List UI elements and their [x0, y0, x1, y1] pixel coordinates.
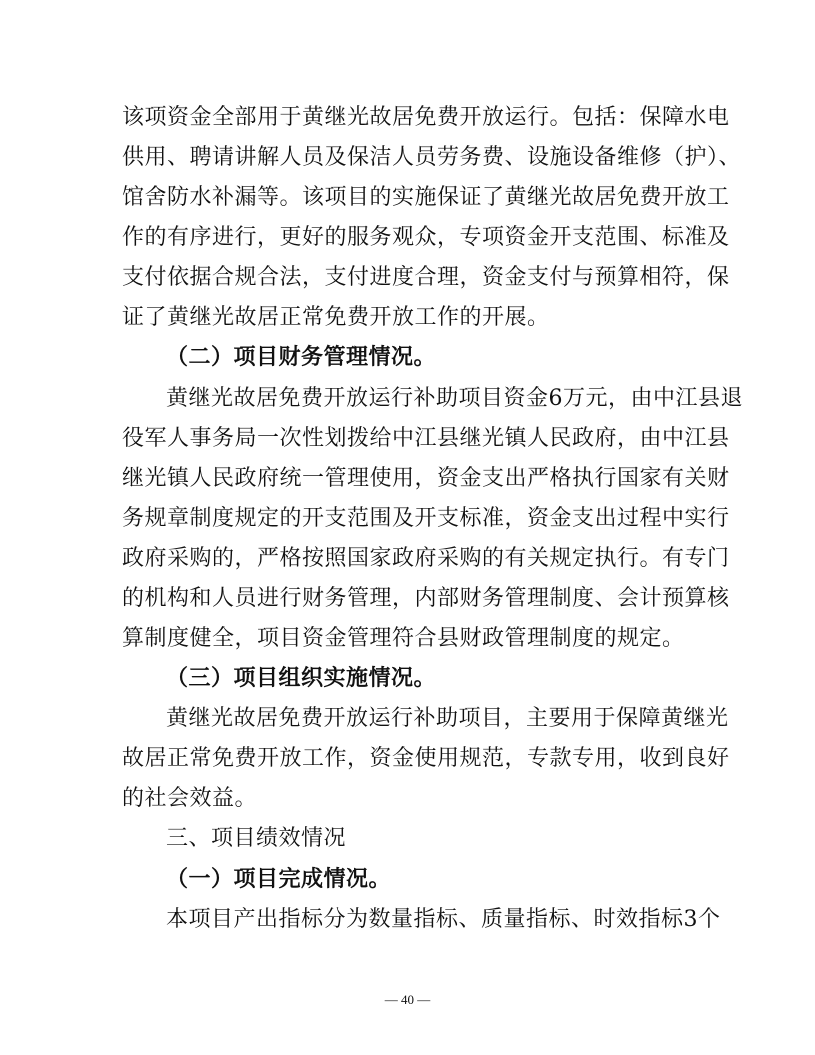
paragraph-line: 役军人事务局一次性划拨给中江县继光镇人民政府，由中江县 [122, 426, 730, 451]
paragraph-line: 支付依据合规合法，支付进度合理，资金支付与预算相符，保 [122, 265, 730, 290]
section-heading: （一）项目完成情况。 [166, 867, 392, 892]
page-number: — 40 — [384, 992, 431, 1007]
paragraph-line: 务规章制度规定的开支范围及开支标准，资金支出过程中实行 [122, 506, 730, 531]
paragraph-line: 故居正常免费开放工作，资金使用规范，专款专用，收到良好 [122, 746, 730, 771]
chapter-heading: 三、项目绩效情况 [166, 826, 347, 851]
paragraph-line: 本项目产出指标分为数量指标、质量指标、时效指标3个 [166, 907, 721, 932]
paragraph-line: 供用、聘请讲解人员及保洁人员劳务费、设施设备维修（护）、 [122, 145, 742, 170]
paragraph-line: 该项资金全部用于黄继光故居免费开放运行。包括：保障水电 [122, 105, 730, 130]
paragraph-line: 的机构和人员进行财务管理，内部财务管理制度、会计预算核 [122, 586, 730, 611]
section-heading: （三）项目组织实施情况。 [166, 666, 437, 691]
paragraph-line: 黄继光故居免费开放运行补助项目，主要用于保障黄继光 [166, 706, 729, 731]
paragraph-line: 黄继光故居免费开放运行补助项目资金6万元，由中江县退 [166, 386, 743, 411]
paragraph-line: 的社会效益。 [122, 786, 258, 811]
paragraph-line: 证了黄继光故居正常免费开放工作的开展。 [122, 305, 550, 330]
paragraph-line: 政府采购的，严格按照国家政府采购的有关规定执行。有专门 [122, 546, 730, 571]
paragraph-line: 作的有序进行，更好的服务观众，专项资金开支范围、标准及 [122, 225, 730, 250]
paragraph-line: 算制度健全，项目资金管理符合县财政管理制度的规定。 [122, 626, 685, 651]
paragraph-line: 继光镇人民政府统一管理使用，资金支出严格执行国家有关财 [122, 466, 730, 491]
paragraph-line: 馆舍防水补漏等。该项目的实施保证了黄继光故居免费开放工 [122, 185, 730, 210]
section-heading: （二）项目财务管理情况。 [166, 345, 437, 370]
